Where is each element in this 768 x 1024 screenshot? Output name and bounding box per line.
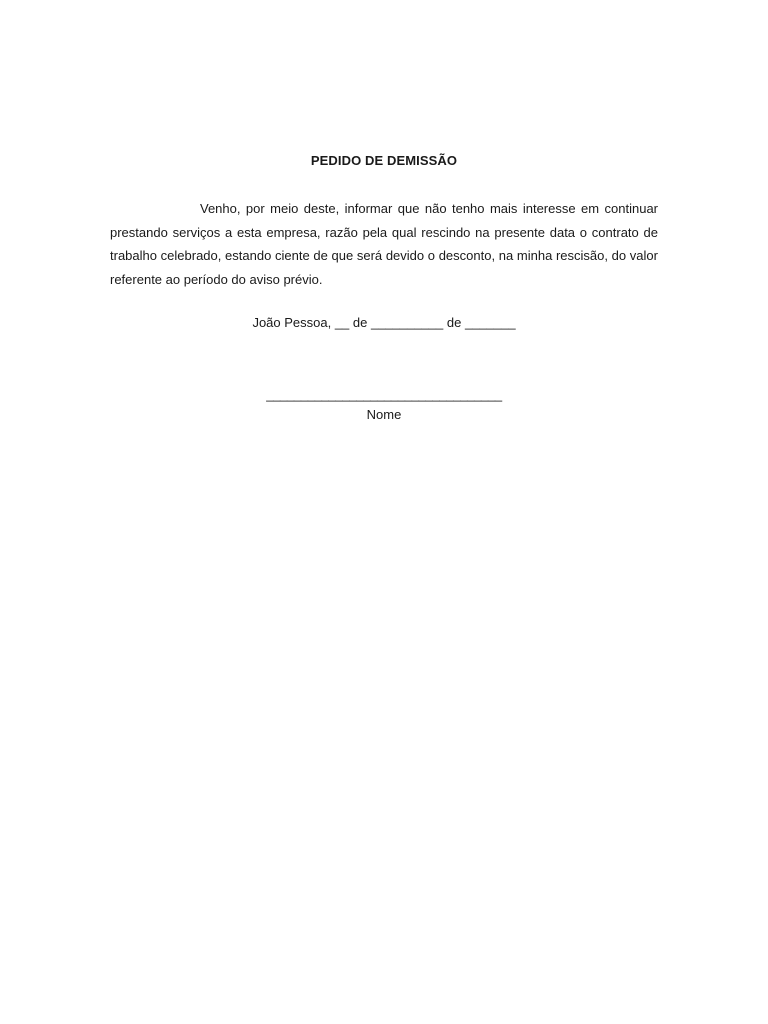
- signature-name: Nome: [366, 407, 402, 422]
- document-title: PEDIDO DE DEMISSÃO: [310, 153, 458, 168]
- signature-line: __________________________________: [266, 387, 502, 402]
- body-paragraph: Venho, por meio deste, informar que não tenho mais interesse em continuar prestando serviços a esta empresa, razão pela qual rescindo na presente data o contrato de trabalho celebrado, estando ciente de que será devido o desconto, na minha rescisão, do valor referente ao período do aviso prévio.: [110, 201, 658, 287]
- place-date-line: João Pessoa, __ de __________ de _______: [252, 315, 516, 330]
